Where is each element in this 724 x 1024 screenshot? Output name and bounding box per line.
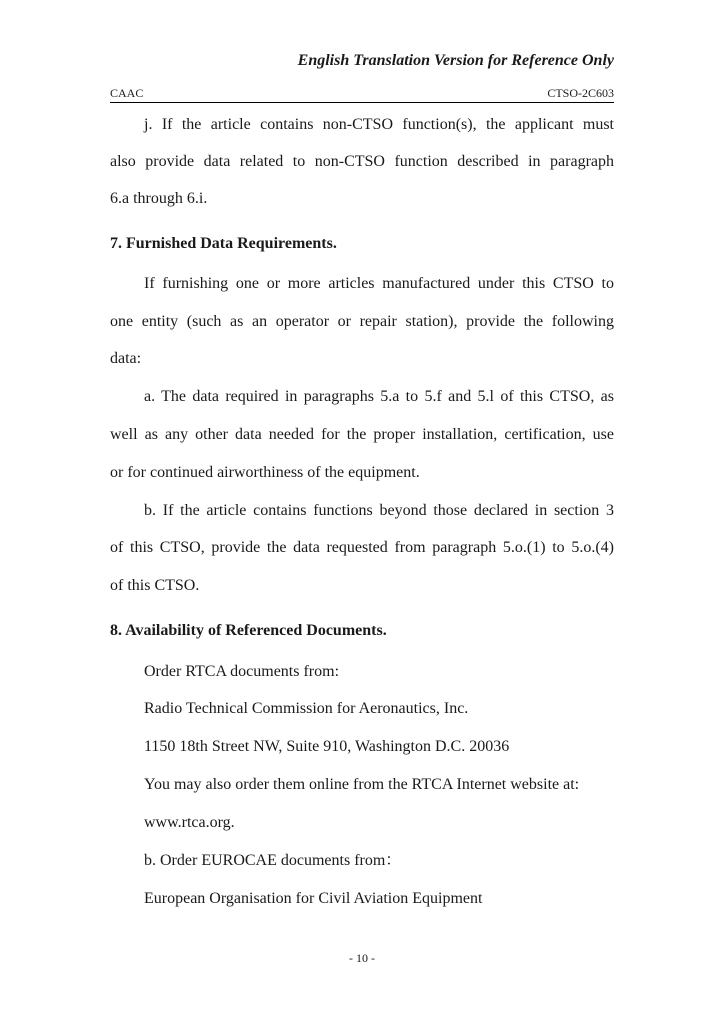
para-j-line: 6.a through 6.i.	[110, 190, 208, 207]
sec7-para-line: If furnishing one or more articles manufactured under this CTSO to	[144, 275, 614, 292]
sec7-para-line: data:	[110, 350, 142, 367]
header-right: CTSO-2C603	[547, 86, 614, 100]
section-7-heading: 7. Furnished Data Requirements.	[110, 235, 337, 252]
sec7-item-b-line: of this CTSO.	[110, 577, 200, 594]
sec7-para-line: one entity (such as an operator or repair station), provide the following	[110, 313, 614, 330]
sec7-item-a-line: a. The data required in paragraphs 5.a to 5.f and 5.l of this CTSO, as	[144, 388, 614, 405]
sec8-line: Radio Technical Commission for Aeronautics, Inc.	[144, 700, 469, 717]
sec7-item-b-line: b. If the article contains functions beyond those declared in section 3	[144, 502, 614, 519]
sec8-line: European Organisation for Civil Aviation Equipment	[144, 890, 483, 907]
section-8-heading: 8. Availability of Referenced Documents.	[110, 622, 387, 639]
sec7-item-b-line: of this CTSO, provide the data requested from paragraph 5.o.(1) to 5.o.(4)	[110, 539, 614, 556]
para-j-line: j. If the article contains non-CTSO function(s), the applicant must	[144, 116, 614, 133]
sec8-line: b. Order EUROCAE documents from：	[144, 852, 402, 869]
sec8-line: www.rtca.org.	[144, 814, 235, 831]
sec7-item-a-line: well as any other data needed for the proper installation, certification, use	[110, 426, 614, 443]
translation-tagline: English Translation Version for Reference Only	[297, 52, 614, 69]
sec8-line: Order RTCA documents from:	[144, 663, 340, 680]
page-number: - 10 -	[349, 951, 375, 965]
sec8-line: 1150 18th Street NW, Suite 910, Washington D.C. 20036	[144, 738, 510, 755]
running-header	[110, 84, 614, 103]
sec8-line: You may also order them online from the RTCA Internet website at:	[144, 776, 580, 793]
header-left: CAAC	[110, 86, 144, 100]
sec7-item-a-line: or for continued airworthiness of the equipment.	[110, 464, 420, 481]
para-j-line: also provide data related to non-CTSO function described in paragraph	[110, 153, 614, 170]
